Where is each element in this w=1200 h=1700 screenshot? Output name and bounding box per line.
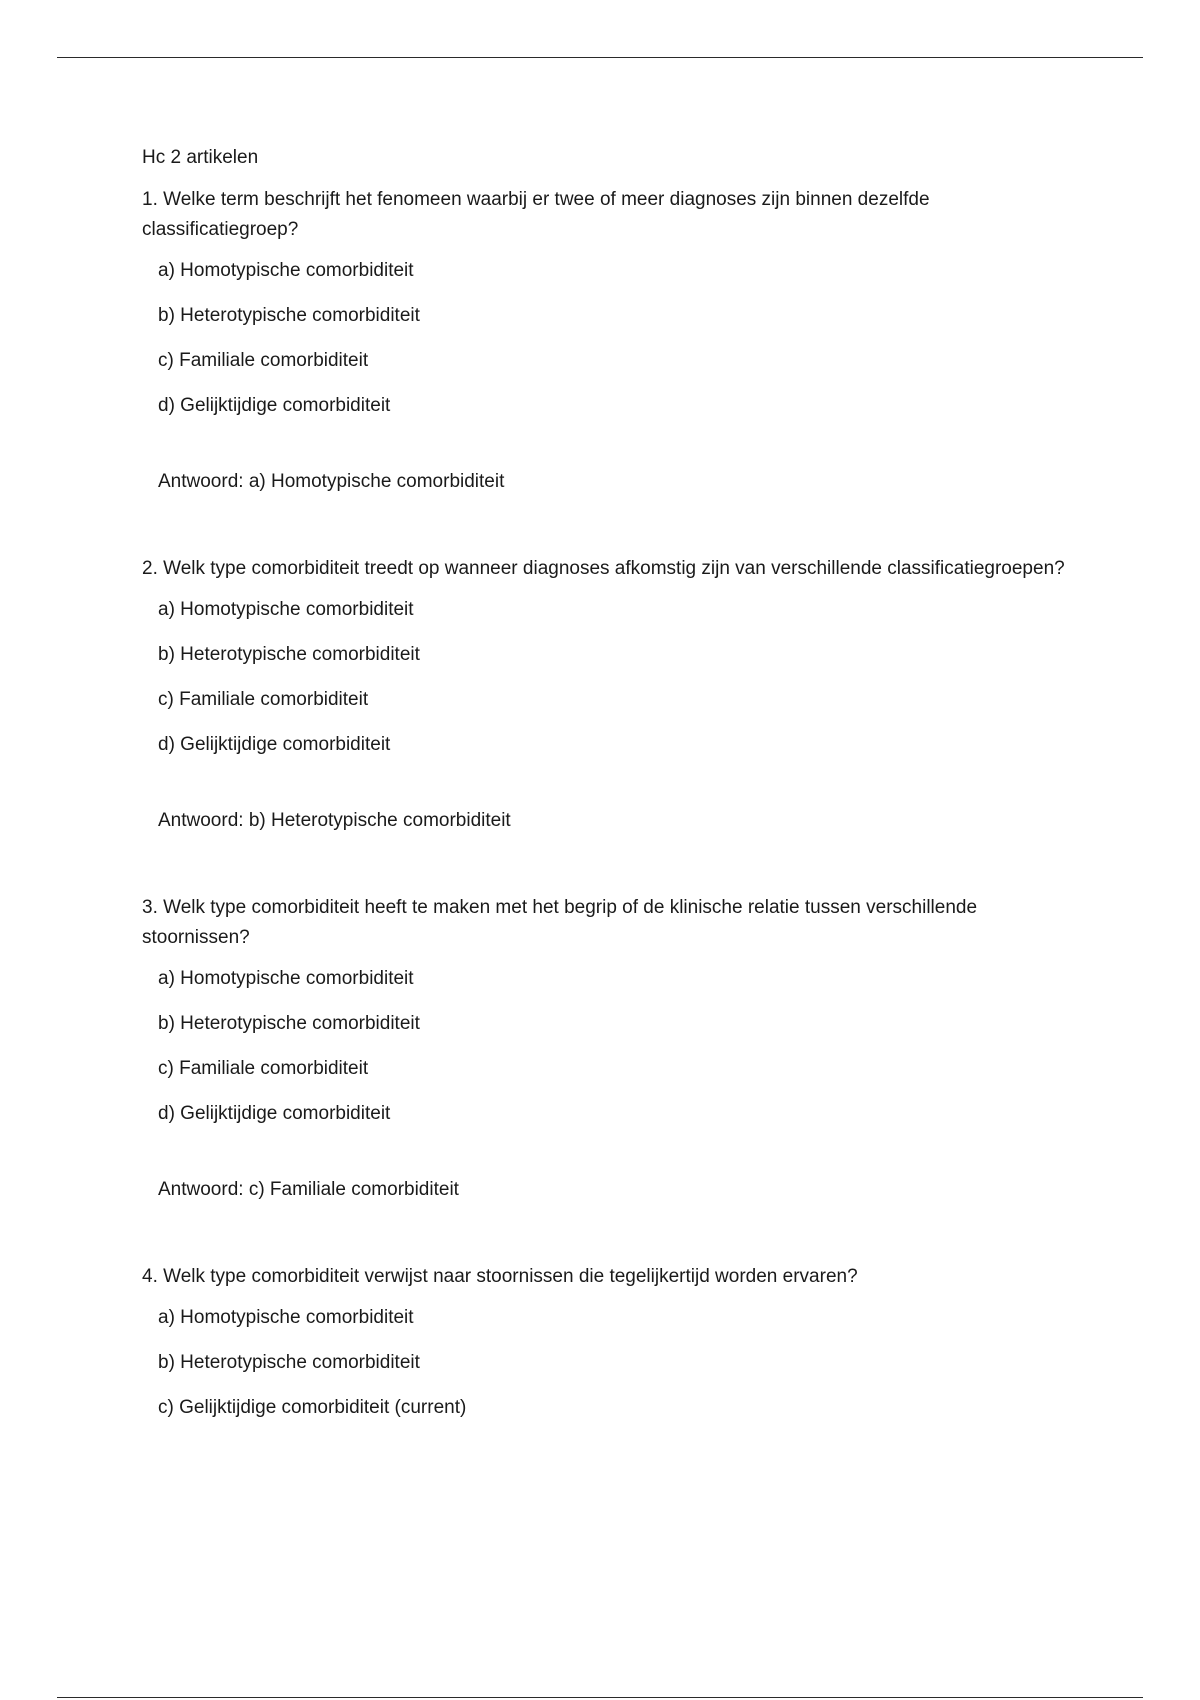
question-spacer [142,1205,1082,1262]
document-title: Hc 2 artikelen [142,147,259,168]
question-text: 1. Welke term beschrijft het fenomeen waarbij er twee of meer diagnoses zijn binnen dezelfde classificatiegroep? [142,189,930,240]
answer-text: Antwoord: a) Homotypische comorbiditeit [158,471,505,492]
document-body [142,143,1082,1438]
option-b: b) Heterotypische comorbiditeit [158,305,420,326]
options-list [142,964,1082,1129]
option-b: b) Heterotypische comorbiditeit [158,644,420,665]
footer-rule [57,1697,1143,1698]
options-list [142,1303,1082,1423]
option-d: d) Gelijktijdige comorbiditeit [158,395,391,416]
answer-text: Antwoord: c) Familiale comorbiditeit [158,1179,459,1200]
question-2 [142,554,1082,836]
option-d: d) Gelijktijdige comorbiditeit [158,1103,391,1124]
answer-text: Antwoord: b) Heterotypische comorbiditeit [158,810,511,831]
option-a: a) Homotypische comorbiditeit [158,1307,414,1328]
options-list [142,595,1082,760]
question-text: 3. Welk type comorbiditeit heeft te maken met het begrip of de klinische relatie tussen verschillende stoornissen? [142,897,978,948]
question-spacer [142,836,1082,893]
question-1 [142,185,1082,497]
option-c: c) Familiale comorbiditeit [158,350,369,371]
header-rule [57,57,1143,58]
option-b: b) Heterotypische comorbiditeit [158,1013,420,1034]
option-a: a) Homotypische comorbiditeit [158,599,414,620]
question-text: 2. Welk type comorbiditeit treedt op wanneer diagnoses afkomstig zijn van verschillende classificatiegroepen? [142,558,1065,579]
option-b: b) Heterotypische comorbiditeit [158,1352,420,1373]
option-a: a) Homotypische comorbiditeit [158,260,414,281]
question-4 [142,1262,1082,1423]
question-spacer [142,497,1082,554]
question-text: 4. Welk type comorbiditeit verwijst naar stoornissen die tegelijkertijd worden ervaren? [142,1266,858,1287]
option-c: c) Familiale comorbiditeit [158,689,369,710]
option-c: c) Gelijktijdige comorbiditeit (current) [158,1397,467,1418]
option-a: a) Homotypische comorbiditeit [158,968,414,989]
question-3 [142,893,1082,1205]
option-d: d) Gelijktijdige comorbiditeit [158,734,391,755]
options-list [142,256,1082,421]
option-c: c) Familiale comorbiditeit [158,1058,369,1079]
